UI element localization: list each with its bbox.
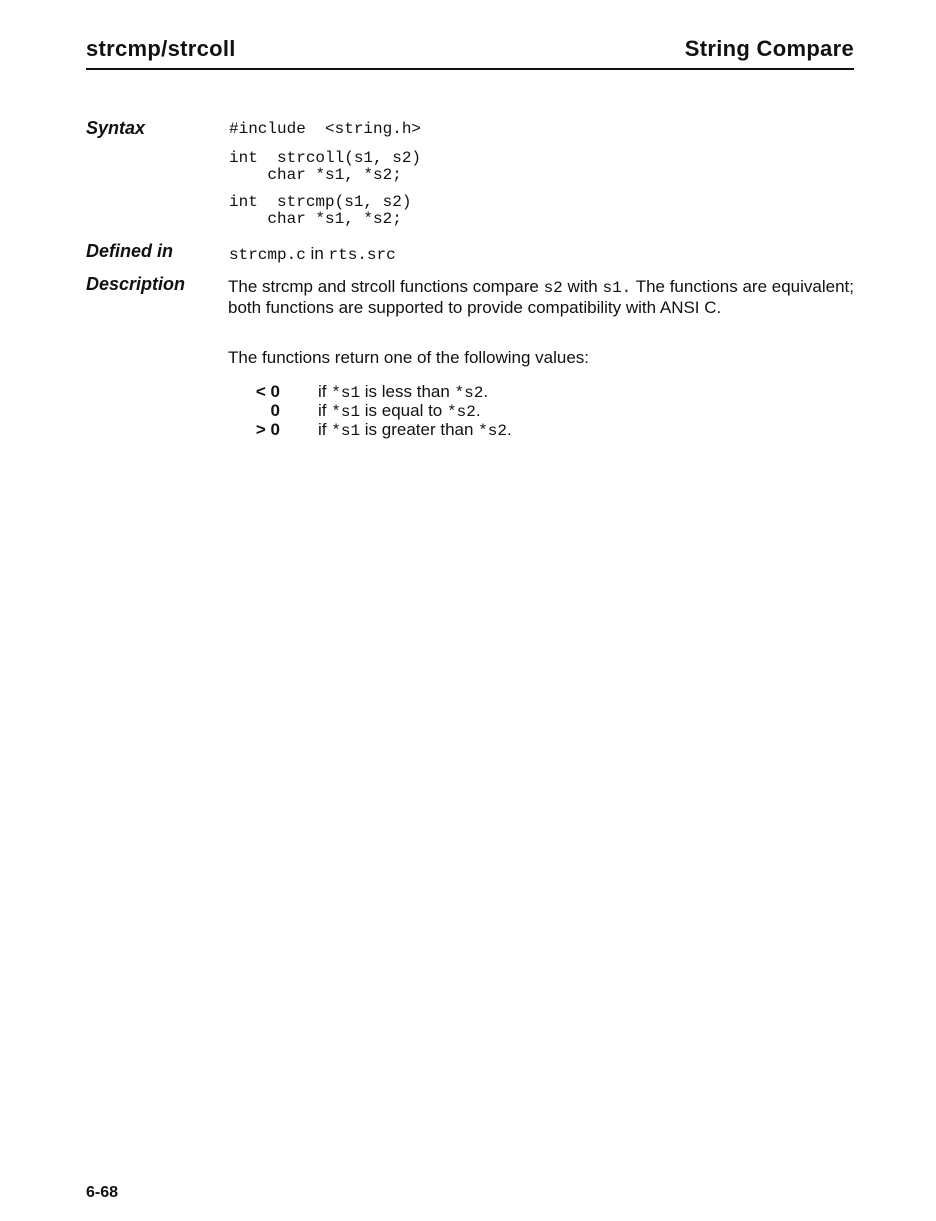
- return-symbol-zero: 0: [270, 401, 280, 420]
- description-paragraph-1: [228, 277, 854, 317]
- desc-code-s1: s1.: [602, 279, 632, 297]
- syntax-label: Syntax: [86, 118, 146, 138]
- header-right-title: String Compare: [684, 36, 854, 61]
- desc-text-c: The functions are equivalent; both functions are supported to provide compatibility with ANSI C.: [228, 277, 854, 317]
- defined-in-source: rts.src: [328, 246, 396, 264]
- rv-mid: is less than: [360, 382, 455, 401]
- rv-mid: is greater than: [360, 420, 479, 439]
- syntax-include: #include <string.h>: [229, 120, 422, 138]
- syntax-strcmp: int strcmp(s1, s2) char *s1, *s2;: [229, 193, 412, 228]
- return-symbol-negative: < 0: [255, 382, 280, 401]
- page-number: 6-68: [86, 1184, 119, 1201]
- defined-in-connector: in: [305, 244, 329, 263]
- syntax-strcoll: int strcoll(s1, s2) char *s1, *s2;: [229, 149, 422, 184]
- rv-code-a: *s1: [331, 403, 361, 421]
- return-desc-negative: [318, 382, 488, 402]
- rv-post: .: [475, 401, 481, 420]
- rv-code-b: *s2: [454, 384, 484, 402]
- description-paragraph-2: The functions return one of the following values:: [228, 348, 589, 367]
- description-label: Description: [86, 274, 186, 294]
- defined-in-label: Defined in: [86, 241, 174, 261]
- rv-pre: if: [318, 401, 332, 420]
- page-header: [86, 34, 854, 70]
- rv-pre: if: [318, 382, 332, 401]
- rv-post: .: [506, 420, 512, 439]
- rv-post: .: [483, 382, 489, 401]
- return-symbol-positive: > 0: [255, 420, 280, 439]
- header-left-title: strcmp/strcoll: [86, 36, 236, 61]
- desc-text-a: The strcmp and strcoll functions compare: [228, 277, 544, 296]
- defined-in-file: strcmp.c: [229, 246, 306, 264]
- desc-code-s2: s2: [543, 279, 563, 297]
- rv-mid: is equal to: [360, 401, 447, 420]
- return-desc-positive: [318, 420, 512, 440]
- desc-text-b: with: [562, 277, 603, 296]
- rv-pre: if: [318, 420, 332, 439]
- rv-code-a: *s1: [331, 422, 361, 440]
- defined-in-value: [229, 244, 396, 264]
- rv-code-a: *s1: [331, 384, 361, 402]
- rv-code-b: *s2: [478, 422, 507, 440]
- rv-code-b: *s2: [447, 403, 476, 421]
- return-desc-zero: [318, 401, 481, 421]
